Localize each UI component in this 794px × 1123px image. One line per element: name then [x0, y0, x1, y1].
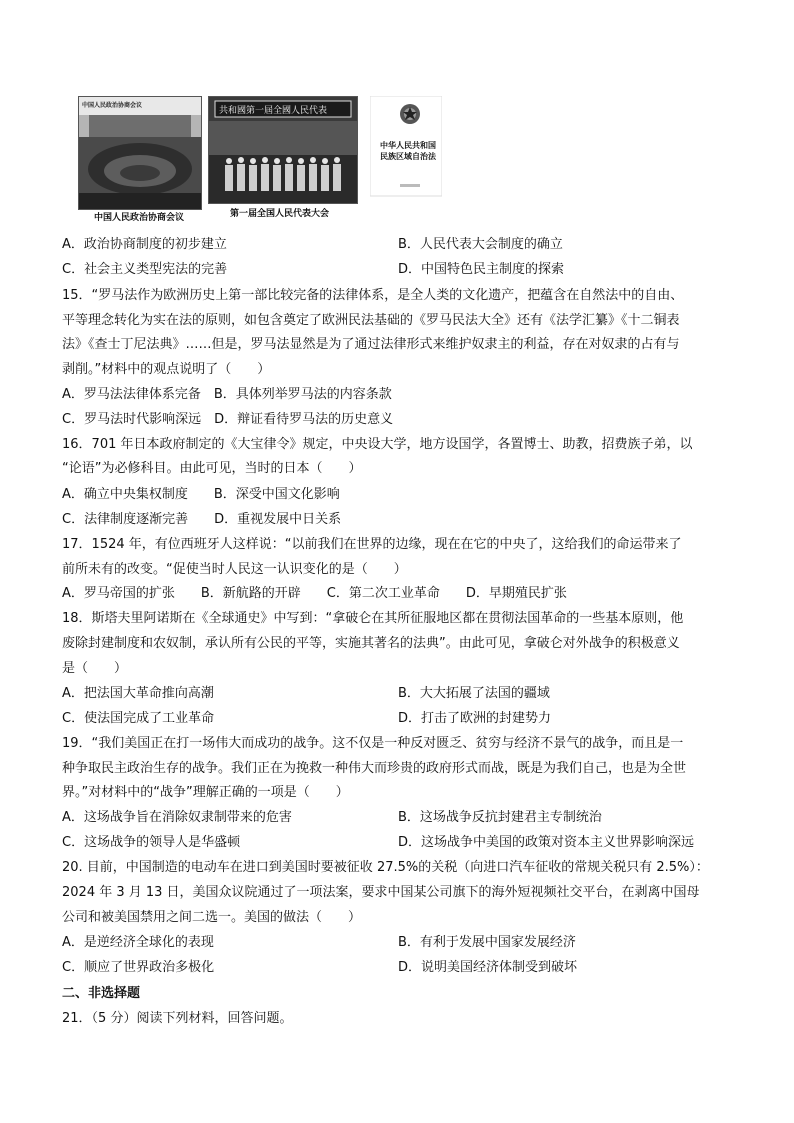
q20-option-a: A．是逆经济全球化的表现 — [62, 935, 214, 950]
q19-stem-line2: 种争取民主政治生存的战争。我们正在为挽救一种伟大而珍贵的政府形式而战，既是为我们自己，也是为全世 — [62, 761, 687, 776]
figure-npc — [208, 96, 358, 226]
cppcc-hall-image — [79, 97, 201, 209]
q19-stem-line3: 界。”对材料中的“战争”理解正确的一项是（ ） — [62, 785, 349, 800]
q15-stem-line1: 15．“罗马法作为欧洲历史上第一部比较完备的法律体系，是全人类的文化遗产，把蕴含在自然法中的自由、 — [62, 288, 684, 303]
figure-law-book — [370, 96, 442, 216]
q16-stem-line2: “论语”为必修科目。由此可见，当时的日本（ ） — [62, 461, 362, 476]
q20-stem-line3: 公司和被美国禁用之间二选一。美国的做法（ ） — [62, 910, 362, 925]
npc-photo — [208, 96, 358, 204]
q17-options: A．罗马帝国的扩张 B．新航路的开辟 C．第二次工业革命 D．早期殖民扩张 — [62, 586, 567, 601]
q14-option-d: D．中国特色民主制度的探索 — [398, 262, 565, 277]
q20-stem-line2: 2024 年 3 月 13 日，美国众议院通过了一项法案，要求中国某公司旗下的海外短视频社交平台，在剥离中国母 — [62, 885, 700, 900]
npc-caption: 第一届全国人民代表大会 — [230, 209, 330, 219]
q18-stem-line3: 是（ ） — [62, 661, 128, 676]
q20-option-b: B．有利于发展中国家发展经济 — [398, 935, 576, 950]
q18-option-c: C．使法国完成了工业革命 — [62, 711, 215, 726]
section-heading-non-choice: 二、非选择题 — [62, 986, 141, 1001]
cppcc-photo-header: 中国人民政治协商会议 — [82, 102, 143, 109]
q18-stem-line2: 废除封建制度和农奴制，承认所有公民的平等，实施其著名的法典”。由此可见，拿破仑对外战争的积极意义 — [62, 636, 680, 651]
q18-option-b: B．大大拓展了法国的疆域 — [398, 686, 550, 701]
q18-stem-line1: 18．斯塔夫里阿诺斯在《全球通史》中写到：“拿破仑在其所征服地区都在贯彻法国革命的一些基本原则，他 — [62, 611, 684, 626]
q19-option-b: B．这场战争反抗封建君主专制统治 — [398, 810, 602, 825]
q19-option-d: D．这场战争中美国的政策对资本主义世界影响深远 — [398, 835, 695, 850]
q19-stem-line1: 19．“我们美国正在打一场伟大而成功的战争。这不仅是一种反对匮乏、贫穷与经济不景气的战争，而且是一 — [62, 736, 684, 751]
npc-banner-text: 共和國第一屆全國人民代表 — [219, 106, 328, 116]
q18-option-d: D．打击了欧洲的封建势力 — [398, 711, 552, 726]
q14-option-a: A．政治协商制度的初步建立 — [62, 237, 227, 252]
q16-stem-line1: 16．701 年日本政府制定的《大宝律令》规定，中央设大学，地方设国学，各置博士、助教，招费族子弟，以 — [62, 437, 693, 452]
q15-stem-line2: 平等理念转化为实在法的原则，如包含奠定了欧洲民法基础的《罗马民法大全》还有《法学汇纂》《十二铜表 — [62, 313, 680, 328]
q14-option-c: C．社会主义类型宪法的完善 — [62, 262, 228, 277]
cppcc-photo — [78, 96, 202, 210]
q14-option-b: B．人民代表大会制度的确立 — [398, 237, 563, 252]
q15-options-cd: C．罗马法时代影响深远 D．辩证看待罗马法的历史意义 — [62, 412, 394, 427]
q21-stem: 21．（5 分）阅读下列材料，回答问题。 — [62, 1011, 293, 1026]
q16-options-cd: C．法律制度逐渐完善 D．重视发展中日关系 — [62, 512, 342, 527]
q18-option-a: A．把法国大革命推向高潮 — [62, 686, 214, 701]
q19-option-c: C．这场战争的领导人是华盛顿 — [62, 835, 241, 850]
q15-options-ab: A．罗马法法律体系完备 B．具体列举罗马法的内容条款 — [62, 387, 392, 402]
q19-option-a: A．这场战争旨在消除奴隶制带来的危害 — [62, 810, 292, 825]
law-book-title-line1: 中华人民共和国 — [380, 140, 436, 150]
q16-options-ab: A．确立中央集权制度 B．深受中国文化影响 — [62, 487, 340, 502]
cppcc-caption: 中国人民政治协商会议 — [94, 213, 185, 223]
national-emblem-icon — [400, 104, 420, 124]
q20-option-d: D．说明美国经济体制受到破坏 — [398, 960, 578, 975]
law-book-title — [380, 140, 436, 162]
figure-cppcc — [78, 96, 200, 226]
q17-stem-line1: 17．1524 年，有位西班牙人这样说：“以前我们在世界的边缘，现在在它的中央了，这给我们的命运带来了 — [62, 537, 682, 552]
q20-option-c: C．顺应了世界政治多极化 — [62, 960, 215, 975]
law-book-title-line2: 民族区域自治法 — [380, 151, 436, 161]
q17-stem-line2: 前所未有的改变。“促使当时人民这一认识变化的是（ ） — [62, 562, 407, 577]
q20-stem-line1: 20. 目前，中国制造的电动车在进口到美国时要被征收 27.5%的关税（向进口汽车征收的常规关税只有 2.5%）： — [62, 860, 709, 875]
q15-stem-line4: 剥削。”材料中的观点说明了（ ） — [62, 362, 271, 377]
q15-stem-line3: 法》《查士丁尼法典》……但是，罗马法显然是为了通过法律形式来维护奴隶主的利益，存在对奴隶的占有与 — [62, 337, 680, 352]
